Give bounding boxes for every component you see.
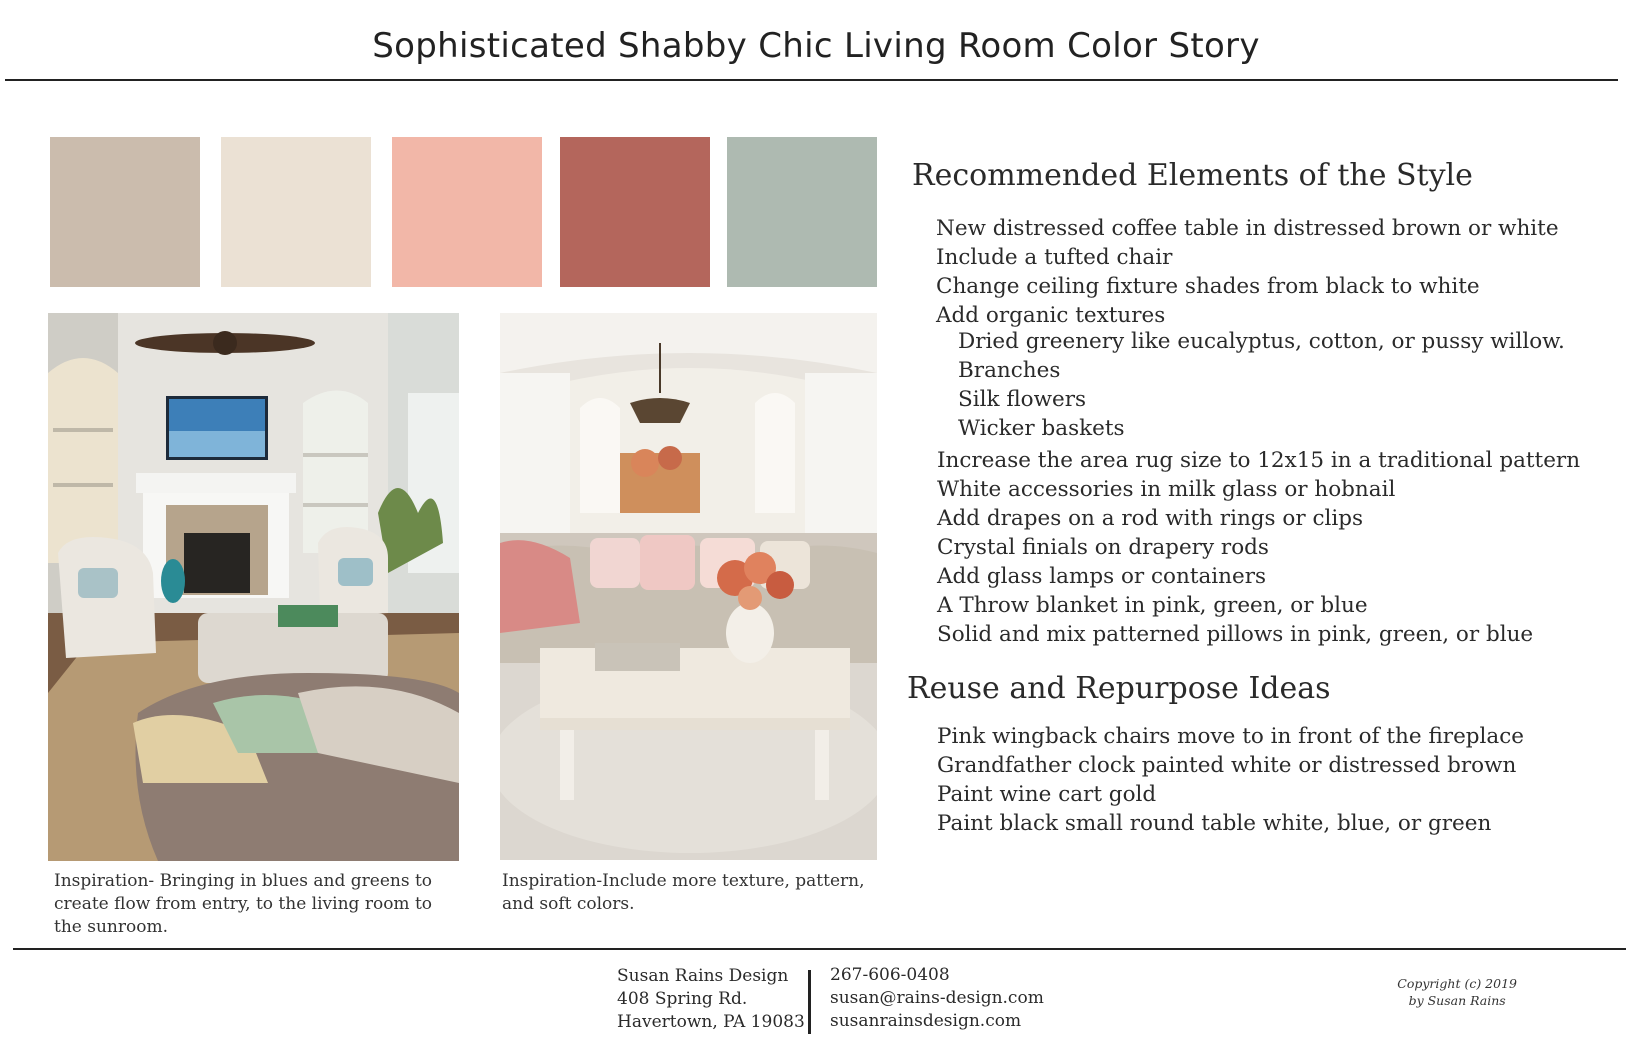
footer-vertical-divider — [808, 970, 811, 1034]
email-address: susan@rains-design.com — [830, 988, 1044, 1008]
list-item: White accessories in milk glass or hobnail — [937, 477, 1396, 502]
inspiration-photo-fireplace-living-room — [48, 313, 459, 861]
company-name: Susan Rains Design — [617, 966, 789, 986]
recommended-list — [936, 214, 1559, 330]
list-item: Crystal finials on drapery rods — [937, 535, 1269, 560]
color-swatch-terracotta — [560, 137, 710, 287]
color-swatch-taupe — [50, 137, 200, 287]
list-item: Paint black small round table white, blue, or green — [937, 811, 1492, 836]
phone-number: 267-606-0408 — [830, 965, 950, 985]
list-item: Include a tufted chair — [936, 245, 1173, 270]
list-item: A Throw blanket in pink, green, or blue — [937, 593, 1368, 618]
list-item: Silk flowers — [958, 387, 1087, 412]
title-divider — [5, 79, 1618, 81]
list-item: New distressed coffee table in distressed brown or white — [936, 216, 1559, 241]
color-swatch-peach — [392, 137, 542, 287]
recommended-heading: Recommended Elements of the Style — [912, 158, 1473, 193]
city-state-zip: Havertown, PA 19083 — [617, 1012, 805, 1032]
recommended-list-continued — [937, 446, 1580, 649]
reuse-heading: Reuse and Repurpose Ideas — [907, 671, 1331, 706]
list-item: Add organic textures — [936, 303, 1166, 328]
photo-caption-shabby-chic: Inspiration-Include more texture, pattern, and soft colors. — [502, 871, 865, 914]
photo-caption-fireplace: Inspiration- Bringing in blues and greens to create flow from entry, to the living room to the sunroom. — [54, 871, 433, 937]
footer-address — [617, 965, 805, 1034]
list-item: Add drapes on a rod with rings or clips — [937, 506, 1364, 531]
list-item: Solid and mix patterned pillows in pink, green, or blue — [937, 622, 1534, 647]
page-title: Sophisticated Shabby Chic Living Room Color Story — [372, 26, 1260, 66]
copyright-author: by Susan Rains — [1408, 993, 1506, 1008]
reuse-list — [937, 722, 1524, 838]
copyright-notice — [1397, 975, 1517, 1009]
color-swatch-sage — [727, 137, 877, 287]
list-item: Increase the area rug size to 12x15 in a traditional pattern — [937, 448, 1581, 473]
color-swatch-cream — [221, 137, 371, 287]
list-item: Dried greenery like eucalyptus, cotton, or pussy willow. — [958, 329, 1565, 354]
organic-textures-sublist — [958, 327, 1565, 443]
street-address: 408 Spring Rd. — [617, 989, 748, 1009]
list-item: Paint wine cart gold — [937, 782, 1157, 807]
inspiration-photo-shabby-chic-living-room — [500, 313, 877, 860]
website-url: susanrainsdesign.com — [830, 1011, 1022, 1031]
footer-contact — [830, 964, 1044, 1033]
list-item: Pink wingback chairs move to in front of the fireplace — [937, 724, 1525, 749]
list-item: Change ceiling fixture shades from black to white — [936, 274, 1480, 299]
copyright-line: Copyright (c) 2019 — [1397, 976, 1517, 991]
list-item: Add glass lamps or containers — [937, 564, 1267, 589]
list-item: Branches — [958, 358, 1061, 383]
list-item: Grandfather clock painted white or distressed brown — [937, 753, 1517, 778]
list-item: Wicker baskets — [958, 416, 1125, 441]
footer-divider — [13, 948, 1626, 950]
